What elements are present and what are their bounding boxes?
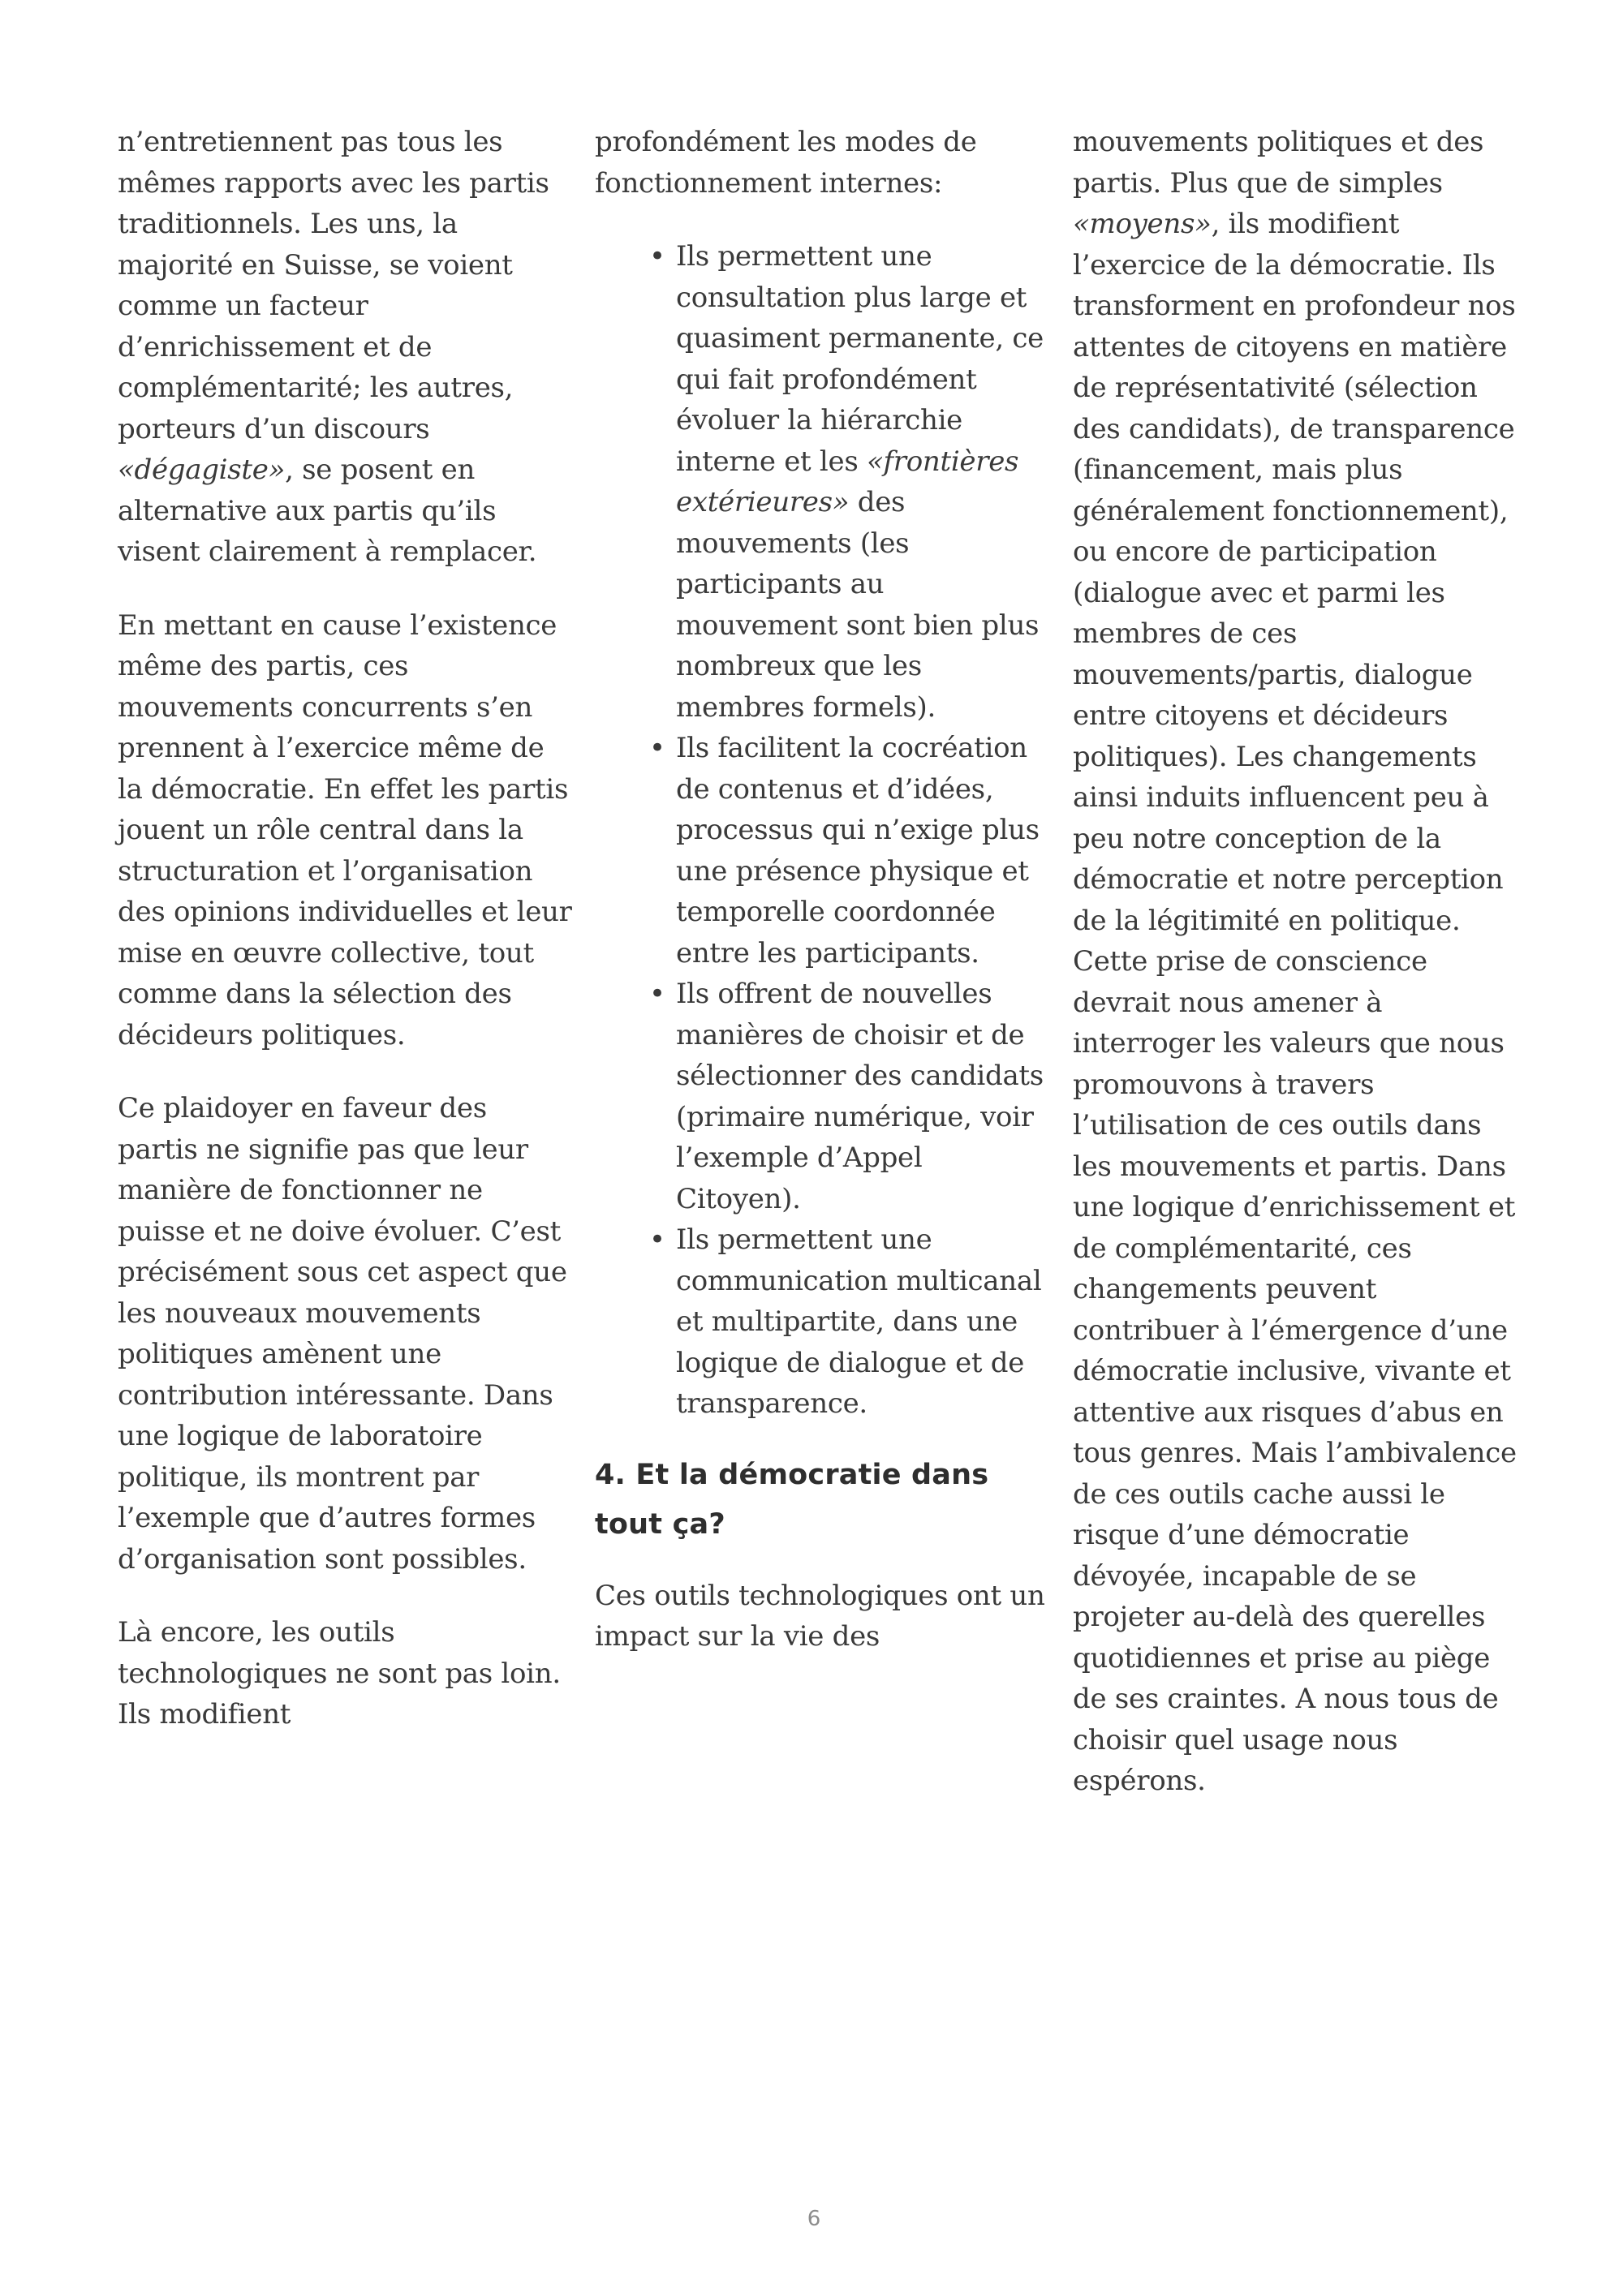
text-column-3 xyxy=(1073,122,1527,1802)
text-column-2 xyxy=(595,122,1049,1658)
paragraph: Ces outils technologiques ont un impact sur la vie des xyxy=(595,1579,1045,1653)
bullet-list xyxy=(595,236,1049,1425)
bullet-icon: • xyxy=(649,1223,665,1256)
list-item xyxy=(649,974,1049,1219)
paragraph: Ce plaidoyer en faveur des partis ne signifie pas que leur manière de fonctionner ne puisse et ne doive évoluer. C’est précisément sous cet aspect que les nouveaux mouvements politiques amènent une contribution intéressante. Dans une logique de laboratoire politique, ils montrent par l’exemple que d’autres formes d’organisation sont possibles. xyxy=(118,1092,567,1576)
list-item-text: Ils permettent une communication multicanal et multipartite, dans une logique de dialogue et de transparence. xyxy=(676,1223,1042,1420)
list-item xyxy=(649,1219,1049,1425)
list-item-text: des mouvements (les participants au mouvement sont bien plus nombreux que les membres formels). xyxy=(676,486,1040,724)
emphasis-text: «moyens» xyxy=(1073,208,1212,240)
paragraph-text: , se posent en alternative aux partis qu’ils visent clairement à remplacer. xyxy=(118,454,537,568)
bullet-icon: • xyxy=(649,732,665,764)
paragraph: profondément les modes de fonctionnement internes: xyxy=(595,126,977,200)
list-item xyxy=(649,728,1049,974)
section-heading: 4. Et la démocratie dans tout ça? xyxy=(595,1458,989,1541)
list-item-text: Ils permettent une consultation plus large et quasiment permanente, ce qui fait profondément évoluer la hiérarchie interne et les xyxy=(676,240,1044,478)
emphasis-text: «dégagiste» xyxy=(118,454,286,486)
emphasis-text: «frontières extérieures» xyxy=(676,445,1019,518)
paragraph-text: n’entretiennent pas tous les mêmes rapports avec les partis traditionnels. Les uns, la majorité en Suisse, se voient comme un facteur d’enrichissement et de complémentarité; les autres, porteurs d’un discours xyxy=(118,126,549,445)
paragraph xyxy=(1073,122,1527,1802)
list-item-text: Ils facilitent la cocréation de contenus et d’idées, processus qui n’exige plus une présence physique et temporelle coordonnée entre les participants. xyxy=(676,732,1040,970)
list-item xyxy=(649,236,1049,728)
paragraph: En mettant en cause l’existence même des partis, ces mouvements concurrents s’en prennent à l’exercice même de la démocratie. En effet les partis jouent un rôle central dans la structuration et l’organisation des opinions individuelles et leur mise en œuvre collective, tout comme dans la sélection des décideurs politiques. xyxy=(118,608,572,1051)
list-item-text: Ils offrent de nouvelles manières de choisir et de sélectionner des candidats (primaire numérique, voir l’exemple d’Appel Citoyen). xyxy=(676,978,1044,1215)
paragraph xyxy=(118,122,572,573)
bullet-icon: • xyxy=(649,978,665,1010)
paragraph: Là encore, les outils technologiques ne sont pas loin. Ils modifient xyxy=(118,1616,561,1731)
text-column-1 xyxy=(118,122,572,1735)
bullet-icon: • xyxy=(649,240,665,273)
page-number: 6 xyxy=(807,2207,821,2231)
paragraph-text: , ils modifient l’exercice de la démocratie. Ils transforment en profondeur nos attentes de citoyens en matière de représentativité (sélection des candidats), de transparence (financement, mais plus généralement fonctionnement), ou encore de participation (dialogue avec et parmi les membres de ces mouvements/partis, dialogue entre citoyens et décideurs politiques). Les changements ainsi induits influencent peu à peu notre conception de la démocratie et notre perception de la légitimité en politique. Cette prise de conscience devrait nous amener à interroger les valeurs que nous promouvons à travers l’utilisation de ces outils dans les mouvements et partis. Dans une logique d’enrichissement et de complémentarité, ces changements peuvent contribuer à l’émergence d’une démocratie inclusive, vivante et attentive aux risques d’abus en tous genres. Mais l’ambivalence de ces outils cache aussi le risque d’une démocratie dévoyée, incapable de se projeter au-delà des querelles quotidiennes et prise au piège de ses craintes. A nous tous de choisir quel usage nous espérons. xyxy=(1073,208,1517,1797)
paragraph-text: mouvements politiques et des partis. Plus que de simples xyxy=(1073,126,1484,200)
